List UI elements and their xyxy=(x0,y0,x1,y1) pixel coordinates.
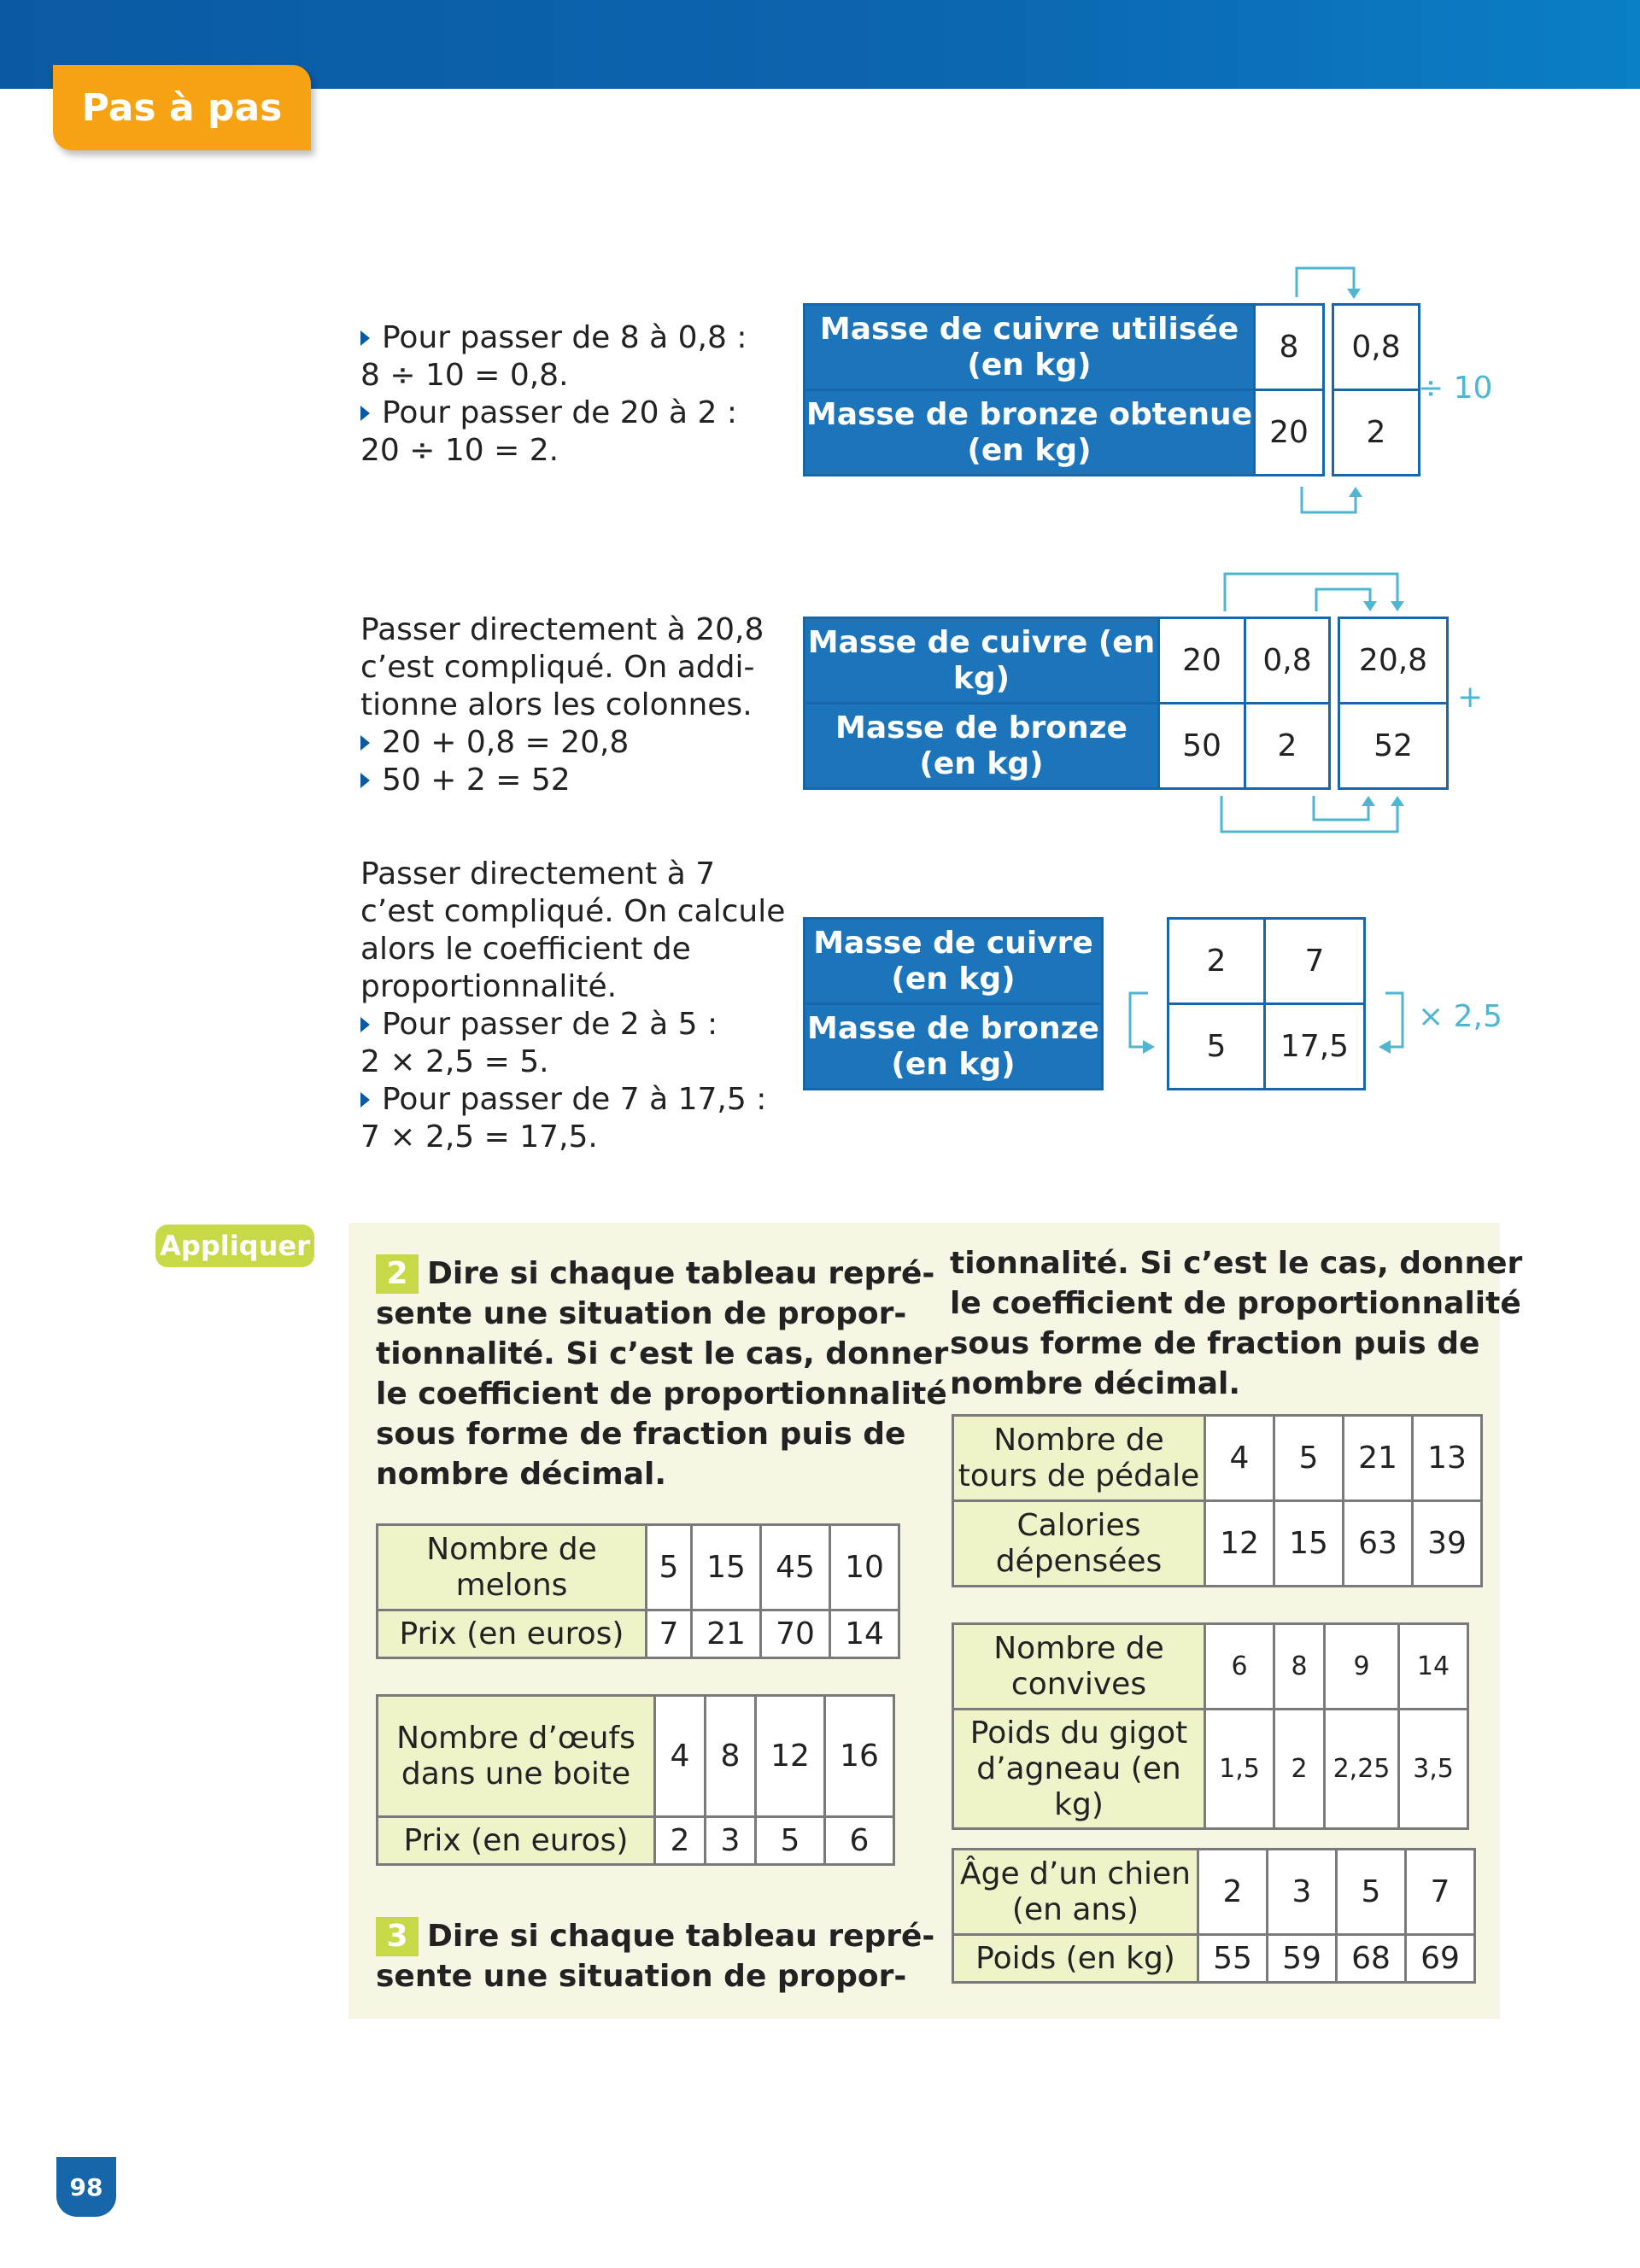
table-cell: 50 xyxy=(1159,704,1245,789)
table-cell: 14 xyxy=(830,1610,899,1658)
block2-line: tionne alors les colonnes. xyxy=(360,687,753,722)
table-cell: 59 xyxy=(1268,1935,1337,1983)
table-cell: 12 xyxy=(756,1696,825,1817)
table-cell: 2 xyxy=(655,1817,706,1865)
table-cell: 9 xyxy=(1325,1624,1399,1710)
row-header: Masse de bronze obtenue (en kg) xyxy=(805,390,1255,476)
row-header: Nombre de convives xyxy=(953,1624,1205,1710)
add-label: + xyxy=(1457,680,1484,715)
block3-line: Pour passer de 7 à 17,5 : xyxy=(360,1081,785,1119)
table-cell: 6 xyxy=(825,1817,894,1865)
table-cell: 15 xyxy=(1274,1501,1344,1587)
table-cell: 2 xyxy=(1198,1850,1268,1935)
block1-line: 20 ÷ 10 = 2. xyxy=(360,433,559,468)
table-cell: 17,5 xyxy=(1265,1004,1365,1090)
table-cell: 0,8 xyxy=(1245,618,1330,704)
block1-line: Pour passer de 20 à 2 : xyxy=(360,395,747,432)
block3-line: 7 × 2,5 = 17,5. xyxy=(360,1119,598,1154)
table-dog xyxy=(952,1848,1476,1984)
table-cell: 4 xyxy=(1205,1416,1274,1501)
row-header: Nombre de tours de pédale xyxy=(953,1416,1205,1501)
row-header: Nombre d’œufs dans une boite xyxy=(378,1696,655,1817)
exercise-2-statement: 2 Dire si chaque tableau repré- sente une situation de propor- tionnalité. Si c’est le cas, donner le coefficient de proportionnalité sous forme de fraction puis de nombre décimal. xyxy=(376,1256,949,1492)
table-cell: 2,25 xyxy=(1325,1710,1399,1829)
block3-line: proportionnalité. xyxy=(360,969,618,1004)
block2-line: Passer directement à 20,8 xyxy=(360,612,764,647)
table-cell: 55 xyxy=(1198,1935,1268,1983)
page-number: 98 xyxy=(56,2157,116,2217)
table-cell: 7 xyxy=(1265,919,1365,1004)
block3-line: Passer directement à 7 xyxy=(360,856,716,891)
row-header: Nombre de melons xyxy=(378,1525,647,1610)
multiply-label: × 2,5 xyxy=(1418,999,1502,1034)
section-tag: Pas à pas xyxy=(53,65,311,150)
row-header: Masse de cuivre (en kg) xyxy=(805,919,1103,1004)
table-cell: 45 xyxy=(761,1525,830,1610)
table-cell: 0,8 xyxy=(1333,305,1420,390)
table-cell: 6 xyxy=(1205,1624,1274,1710)
row-header: Prix (en euros) xyxy=(378,1610,647,1658)
block2-line: c’est compliqué. On addi- xyxy=(360,650,755,685)
table-cell: 4 xyxy=(655,1696,706,1817)
table-cell: 8 xyxy=(1274,1624,1325,1710)
table-cell: 14 xyxy=(1399,1624,1468,1710)
table-cell: 2 xyxy=(1333,390,1420,476)
table-cell: 21 xyxy=(692,1610,761,1658)
table-cell: 39 xyxy=(1413,1501,1482,1587)
row-header: Masse de bronze (en kg) xyxy=(805,704,1159,789)
exercise-3-statement-cont: tionnalité. Si c’est le cas, donner le coefficient de proportionnalité sous forme de fraction puis de nombre décimal. xyxy=(950,1246,1523,1401)
table-cell: 5 xyxy=(756,1817,825,1865)
divide-label: ÷ 10 xyxy=(1418,371,1493,406)
exercise-number: 2 xyxy=(376,1254,419,1294)
table-cell: 1,5 xyxy=(1205,1710,1274,1829)
table-pedal xyxy=(952,1414,1483,1587)
table-cell: 16 xyxy=(825,1696,894,1817)
apply-label: Appliquer xyxy=(155,1225,314,1267)
table-cell: 13 xyxy=(1413,1416,1482,1501)
row-header: Calories dépensées xyxy=(953,1501,1205,1587)
exercise-number: 3 xyxy=(376,1917,419,1956)
table-cell: 7 xyxy=(1406,1850,1475,1935)
block3-line: c’est compliqué. On calcule xyxy=(360,894,786,929)
table-cell: 63 xyxy=(1344,1501,1413,1587)
table-cell: 20 xyxy=(1255,390,1324,476)
table-cell: 52 xyxy=(1339,704,1448,789)
table-cell: 20 xyxy=(1159,618,1245,704)
table-cell: 3,5 xyxy=(1399,1710,1468,1829)
table-cell: 2 xyxy=(1274,1710,1325,1829)
table-cell: 5 xyxy=(1274,1416,1344,1501)
table-cell: 20,8 xyxy=(1339,618,1448,704)
table-cell: 12 xyxy=(1205,1501,1274,1587)
block3-line: Pour passer de 2 à 5 : xyxy=(360,1006,785,1043)
table-cell: 3 xyxy=(706,1817,756,1865)
block2-line: 50 + 2 = 52 xyxy=(360,762,764,799)
block2-line: 20 + 0,8 = 20,8 xyxy=(360,724,764,762)
block1-line: Pour passer de 8 à 0,8 : xyxy=(360,319,747,357)
table-cell: 15 xyxy=(692,1525,761,1610)
row-header: Âge d’un chien (en ans) xyxy=(953,1850,1198,1935)
table-eggs xyxy=(376,1694,895,1866)
table-cell: 5 xyxy=(1337,1850,1406,1935)
row-header: Prix (en euros) xyxy=(378,1817,655,1865)
table-cell: 8 xyxy=(1255,305,1324,390)
table-cell: 3 xyxy=(1268,1850,1337,1935)
table-cell: 70 xyxy=(761,1610,830,1658)
block3-line: 2 × 2,5 = 5. xyxy=(360,1044,549,1079)
table-cell: 10 xyxy=(830,1525,899,1610)
table-cell: 2 xyxy=(1245,704,1330,789)
row-header: Masse de bronze (en kg) xyxy=(805,1004,1103,1090)
row-header: Poids (en kg) xyxy=(953,1935,1198,1983)
table-cell: 2 xyxy=(1168,919,1265,1004)
row-header: Masse de cuivre (en kg) xyxy=(805,618,1159,704)
block3-line: alors le coefficient de xyxy=(360,932,691,967)
table-cell: 69 xyxy=(1406,1935,1475,1983)
table-cell: 5 xyxy=(647,1525,692,1610)
exercise-3-statement: 3 Dire si chaque tableau repré- sente une situation de propor- xyxy=(376,1919,935,1994)
table-cell: 7 xyxy=(647,1610,692,1658)
table-cell: 21 xyxy=(1344,1416,1413,1501)
table-lamb xyxy=(952,1622,1469,1830)
table-cell: 5 xyxy=(1168,1004,1265,1090)
row-header: Masse de cuivre utilisée (en kg) xyxy=(805,305,1255,390)
table-melons xyxy=(376,1523,900,1659)
table-cell: 68 xyxy=(1337,1935,1406,1983)
row-header: Poids du gigot d’agneau (en kg) xyxy=(953,1710,1205,1829)
table-cell: 8 xyxy=(706,1696,756,1817)
block1-line: 8 ÷ 10 = 0,8. xyxy=(360,358,569,393)
